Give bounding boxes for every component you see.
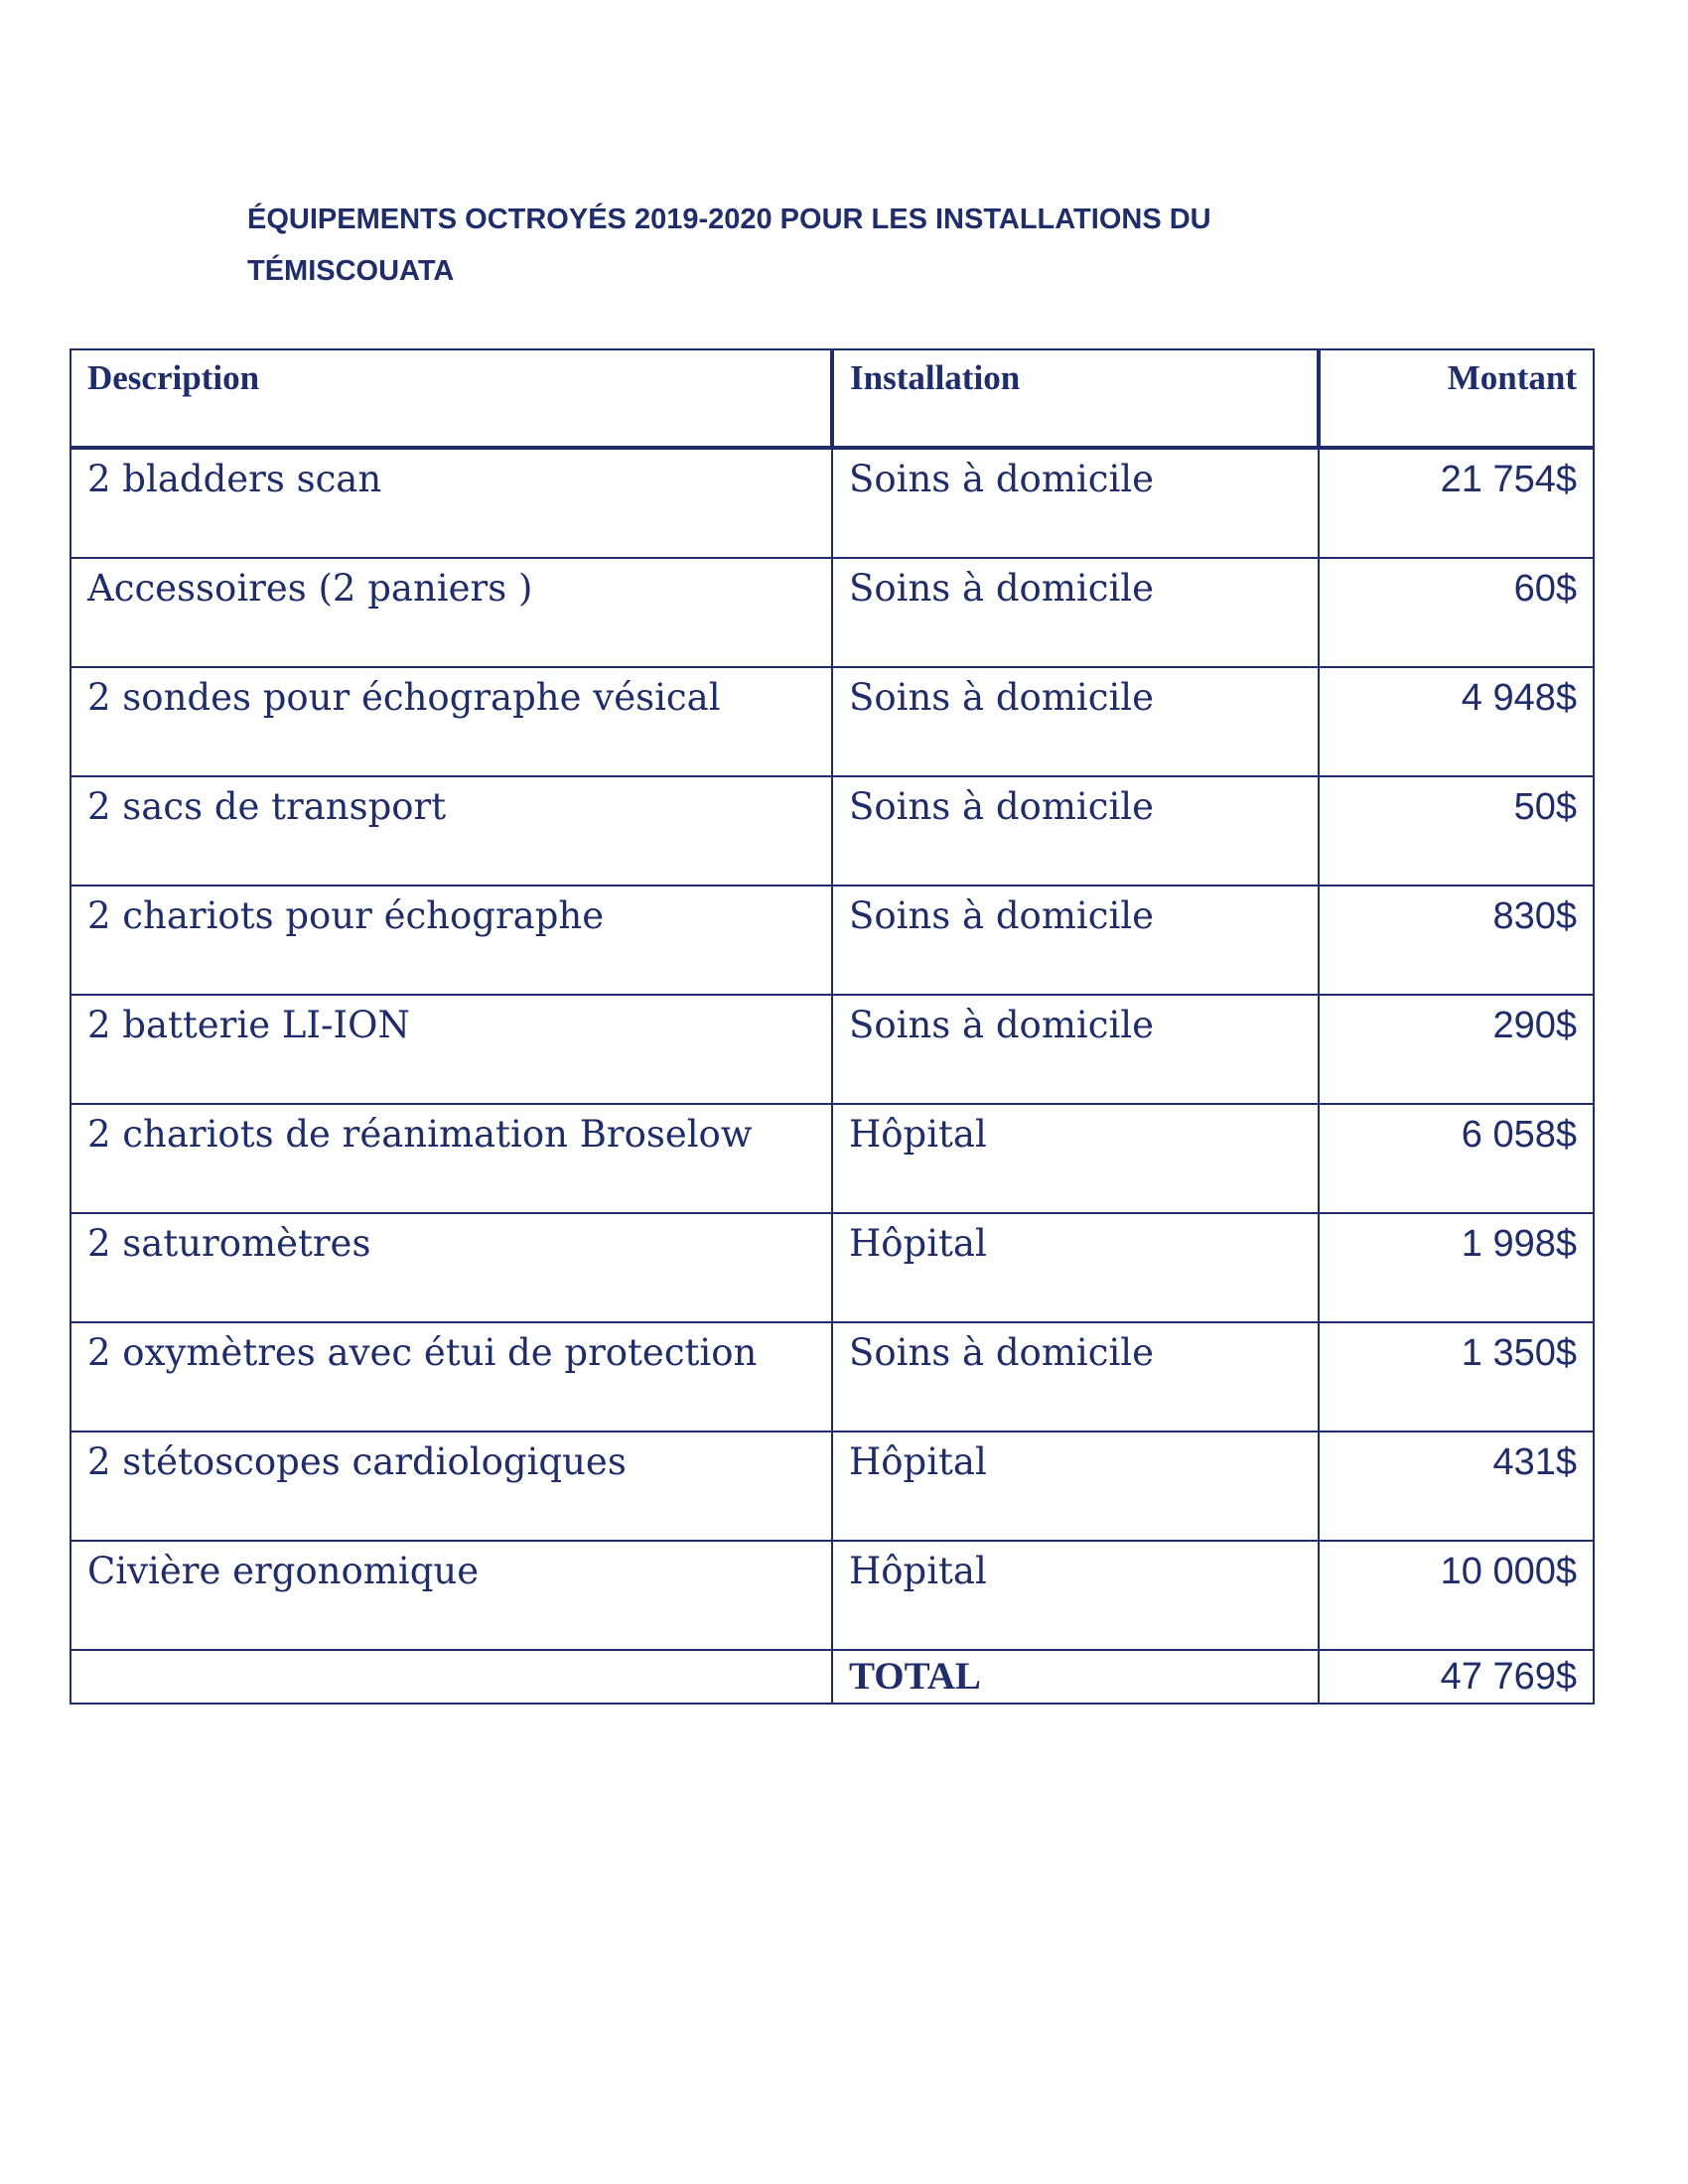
- cell-description: 2 sacs de transport: [70, 776, 832, 886]
- cell-montant: 4 948$: [1319, 667, 1594, 776]
- table-header-row: [70, 349, 1594, 448]
- cell-installation: Soins à domicile: [832, 995, 1319, 1104]
- cell-montant: 60$: [1319, 558, 1594, 667]
- cell-montant: 1 998$: [1319, 1213, 1594, 1322]
- cell-description: 2 batterie LI-ION: [70, 995, 832, 1104]
- table-row: [70, 558, 1594, 667]
- cell-montant: 21 754$: [1319, 448, 1594, 558]
- table-row: [70, 886, 1594, 995]
- document-title-line-1: ÉQUIPEMENTS OCTROYÉS 2019-2020 POUR LES INSTALLATIONS DU: [247, 204, 1211, 235]
- cell-installation: Hôpital: [832, 1213, 1319, 1322]
- table-row: [70, 995, 1594, 1104]
- table-row: [70, 776, 1594, 886]
- cell-montant: 290$: [1319, 995, 1594, 1104]
- cell-description: Civière ergonomique: [70, 1541, 832, 1650]
- table-row: [70, 448, 1594, 558]
- cell-montant: 830$: [1319, 886, 1594, 995]
- column-header-montant: Montant: [1319, 349, 1594, 448]
- cell-description: 2 saturomètres: [70, 1213, 832, 1322]
- table-row: [70, 667, 1594, 776]
- cell-description: 2 chariots pour échographe: [70, 886, 832, 995]
- cell-description: Accessoires (2 paniers ): [70, 558, 832, 667]
- cell-description: 2 stétoscopes cardiologiques: [70, 1432, 832, 1541]
- cell-montant: 1 350$: [1319, 1322, 1594, 1432]
- cell-installation: Soins à domicile: [832, 776, 1319, 886]
- total-empty-cell: [70, 1650, 832, 1704]
- table-row: [70, 1213, 1594, 1322]
- table-row: [70, 1322, 1594, 1432]
- cell-montant: 50$: [1319, 776, 1594, 886]
- cell-montant: 10 000$: [1319, 1541, 1594, 1650]
- cell-installation: Hôpital: [832, 1541, 1319, 1650]
- total-label: TOTAL: [832, 1650, 1319, 1704]
- cell-description: 2 oxymètres avec étui de protection: [70, 1322, 832, 1432]
- total-amount: 47 769$: [1319, 1650, 1594, 1704]
- cell-installation: Soins à domicile: [832, 1322, 1319, 1432]
- cell-installation: Soins à domicile: [832, 886, 1319, 995]
- cell-installation: Soins à domicile: [832, 448, 1319, 558]
- cell-montant: 6 058$: [1319, 1104, 1594, 1213]
- cell-installation: Soins à domicile: [832, 558, 1319, 667]
- cell-description: 2 bladders scan: [70, 448, 832, 558]
- table-row: [70, 1104, 1594, 1213]
- cell-description: 2 chariots de réanimation Broselow: [70, 1104, 832, 1213]
- equipment-table: [70, 348, 1595, 1705]
- total-row: [70, 1650, 1594, 1704]
- table-row: [70, 1541, 1594, 1650]
- column-header-description: Description: [70, 349, 832, 448]
- cell-installation: Hôpital: [832, 1104, 1319, 1213]
- cell-installation: Soins à domicile: [832, 667, 1319, 776]
- document-title: [247, 194, 1439, 297]
- column-header-installation: Installation: [832, 349, 1319, 448]
- cell-installation: Hôpital: [832, 1432, 1319, 1541]
- table-row: [70, 1432, 1594, 1541]
- cell-description: 2 sondes pour échographe vésical: [70, 667, 832, 776]
- cell-montant: 431$: [1319, 1432, 1594, 1541]
- document-title-line-2: TÉMISCOUATA: [247, 255, 455, 287]
